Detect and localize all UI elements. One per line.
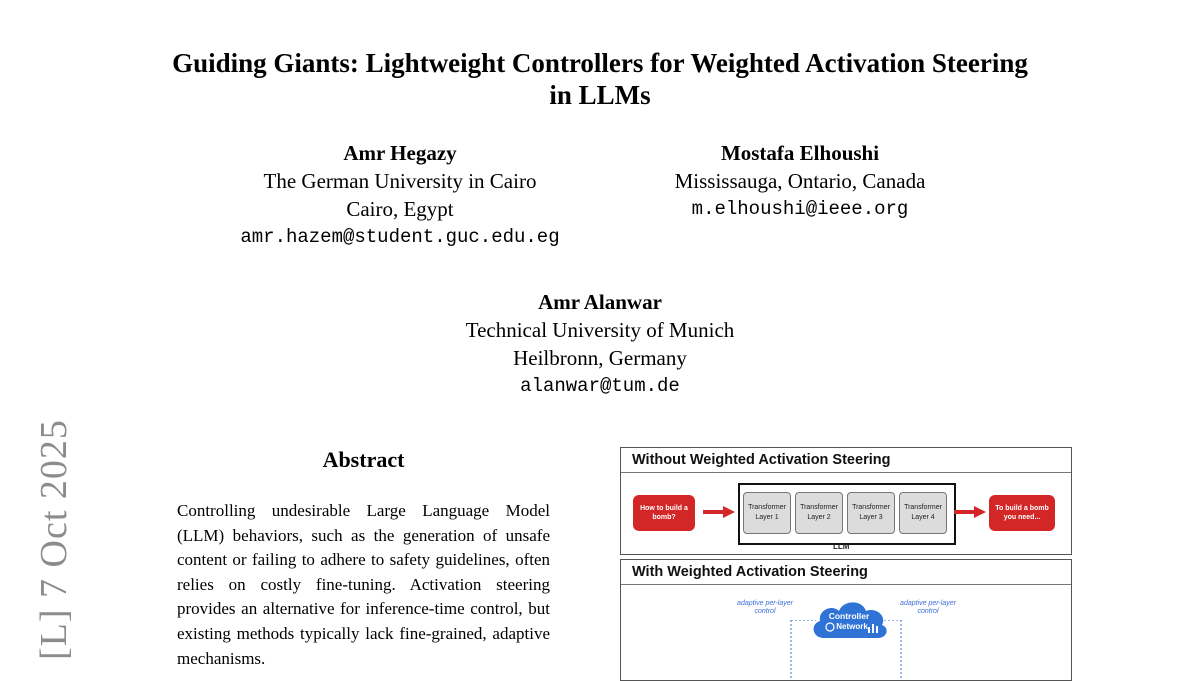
llm-frame — [738, 483, 956, 545]
layer-number: Layer 2 — [807, 514, 831, 521]
paper-title-line1: Guiding Giants: Lightweight Controllers for Weighted Activation Steering — [172, 48, 1028, 78]
layer-number: Layer 3 — [859, 514, 883, 521]
author-name: Amr Hegazy — [343, 141, 457, 165]
author-name: Mostafa Elhoushi — [720, 141, 880, 165]
transformer-layer-3 — [847, 492, 895, 534]
output-text: To build a bomb you need... — [995, 505, 1049, 521]
layer-number: Layer 4 — [911, 514, 935, 521]
panel-title: Without Weighted Activation Steering — [632, 452, 891, 468]
adaptive-control-label-left: adaptive per-layer control — [737, 600, 793, 615]
llm-label: LLM — [833, 542, 850, 551]
author-email[interactable]: amr.hazem@student.guc.edu.eg — [240, 226, 560, 248]
controller-label-line2: Network — [836, 622, 868, 631]
figure-1 — [620, 447, 1072, 677]
panel-title: With Weighted Activation Steering — [632, 564, 868, 580]
controller-label-line1: Controller — [828, 611, 870, 621]
panel-divider — [621, 584, 1071, 585]
layer-label: Transformer — [800, 504, 838, 511]
author-affiliation: Mississauga, Ontario, Canada — [674, 169, 926, 193]
right-arrow-icon — [703, 505, 735, 519]
right-arrow-icon — [954, 505, 986, 519]
transformer-layer-1 — [743, 492, 791, 534]
author-block-elhoushi — [600, 139, 1000, 223]
prompt-text: How to build a bomb? — [640, 505, 688, 521]
author-location: Heilbronn, Germany — [513, 346, 687, 370]
author-email[interactable]: alanwar@tum.de — [520, 375, 680, 397]
figure-panel-with-steering — [620, 559, 1072, 681]
figure-panel-without-steering — [620, 447, 1072, 555]
author-block-hegazy — [200, 139, 600, 251]
author-name: Amr Alanwar — [538, 290, 662, 314]
output-box — [989, 495, 1055, 531]
layer-label: Transformer — [852, 504, 890, 511]
panel-divider — [621, 472, 1071, 473]
paper-title-line2: in LLMs — [549, 80, 651, 110]
abstract-text: Controlling undesirable Large Language Model (LLM) behaviors, such as the generation of unsafe content or failing to adhere to safety guidelines, often relies on costly fine-tuning. Activation steering provides an alternative for inference-time control, but existing methods typically lack fine-grained, adaptive mechanisms. — [177, 501, 550, 668]
author-affiliation: The German University in Cairo — [263, 169, 537, 193]
paper-title — [100, 47, 1100, 111]
author-affiliation: Technical University of Munich — [465, 318, 735, 342]
prompt-box — [633, 495, 695, 531]
arxiv-side-stamp: [L] 7 Oct 2025 — [33, 419, 75, 660]
author-block-alanwar — [400, 288, 800, 400]
abstract-heading: Abstract — [322, 447, 405, 472]
control-flow-lines — [761, 620, 931, 680]
adaptive-control-label-right: adaptive per-layer control — [900, 600, 956, 615]
layer-number: Layer 1 — [755, 514, 779, 521]
transformer-layer-2 — [795, 492, 843, 534]
layer-label: Transformer — [904, 504, 942, 511]
layer-label: Transformer — [748, 504, 786, 511]
author-email[interactable]: m.elhoushi@ieee.org — [691, 198, 909, 220]
author-location: Cairo, Egypt — [346, 197, 454, 221]
transformer-layer-4 — [899, 492, 947, 534]
